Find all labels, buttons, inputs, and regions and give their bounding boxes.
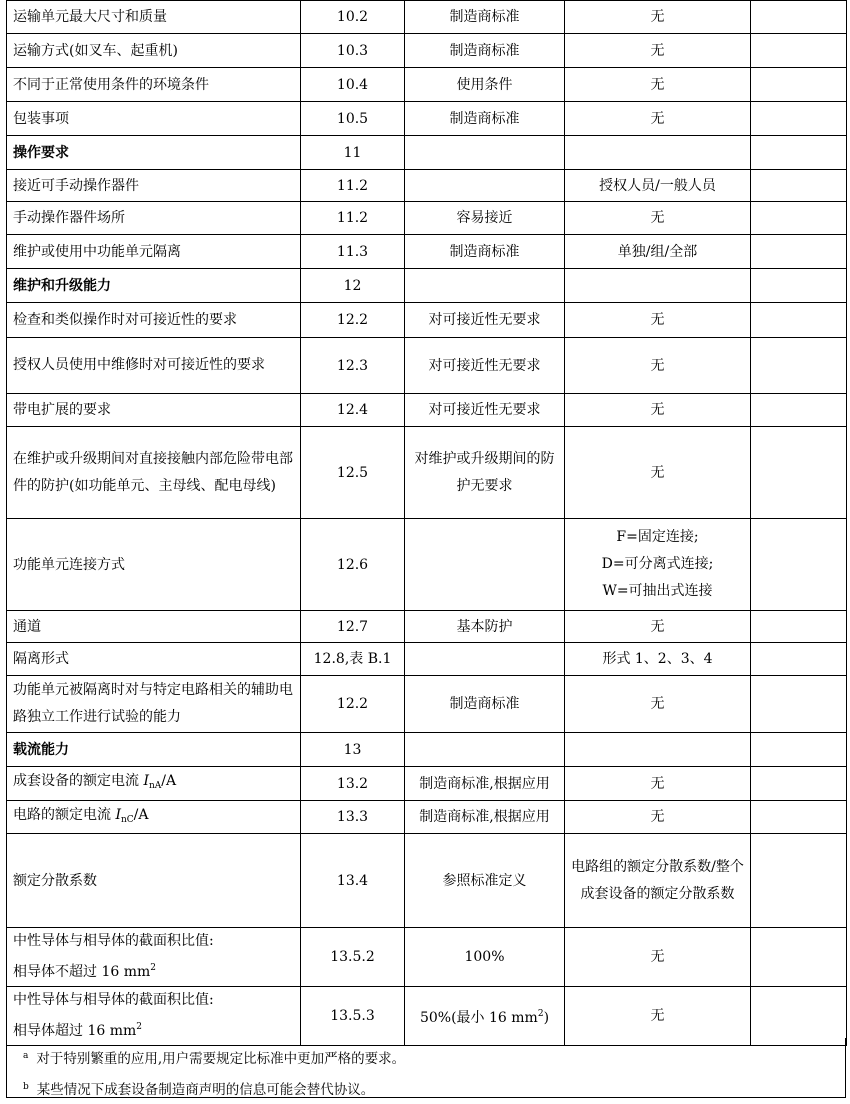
- section-heading: 载流能力: [7, 733, 301, 767]
- item-cell: 运输方式(如叉车、起重机): [7, 34, 301, 68]
- clause-cell: 12.4: [301, 394, 405, 427]
- options-cell: 形式 1、2、3、4: [565, 643, 751, 676]
- options-cell: 无: [565, 987, 751, 1046]
- table-row: [7, 338, 847, 394]
- footnote: [23, 1042, 845, 1073]
- item-line-text: 相导体超过 16 mm: [13, 1023, 137, 1039]
- item-cell: 手动操作器件场所: [7, 202, 301, 235]
- clause-cell: 13.2: [301, 767, 405, 801]
- current-subscript: nA: [148, 781, 162, 791]
- table-row: [7, 767, 847, 801]
- default-cell: 基本防护: [405, 611, 565, 643]
- item-cell: 隔离形式: [7, 643, 301, 676]
- default-tail: ): [543, 1010, 550, 1026]
- clause-cell: 12.8,表 B.1: [301, 643, 405, 676]
- table-row: [7, 676, 847, 733]
- options-cell: [565, 733, 751, 767]
- option-line: F=固定连接;: [616, 529, 699, 545]
- table-row: [7, 34, 847, 68]
- default-cell: 制造商标准: [405, 34, 565, 68]
- table-row: [7, 834, 847, 928]
- default-text: 50%(最小 16 mm: [419, 1010, 538, 1026]
- options-cell: 无: [565, 928, 751, 987]
- options-cell: 无: [565, 676, 751, 733]
- default-cell: 制造商标准: [405, 235, 565, 269]
- footnote-text: 某些情况下成套设备制造商声明的信息可能会替代协议。: [36, 1082, 375, 1098]
- default-cell: 制造商标准: [405, 102, 565, 136]
- table-row: [7, 1, 847, 34]
- clause-cell: 12.6: [301, 519, 405, 611]
- current-subscript: nC: [120, 814, 134, 825]
- user-cell: [751, 1, 847, 34]
- options-cell: 无: [565, 767, 751, 801]
- options-cell: 无: [565, 68, 751, 102]
- footnote-text: 对于特别繁重的应用,用户需要规定比标准中更加严格的要求。: [36, 1051, 406, 1067]
- options-cell: 电路组的额定分散系数/整个成套设备的额定分散系数: [565, 834, 751, 928]
- option-line: D=可分离式连接;: [601, 556, 714, 572]
- options-cell: 无: [565, 1, 751, 34]
- default-cell: 制造商标准: [405, 676, 565, 733]
- user-cell: [751, 269, 847, 303]
- user-cell: [751, 303, 847, 338]
- section-row: [7, 733, 847, 767]
- table-row: [7, 170, 847, 202]
- item-cell: 维护或使用中功能单元隔离: [7, 235, 301, 269]
- clause-cell: 13.5.2: [301, 928, 405, 987]
- options-cell: 无: [565, 427, 751, 519]
- item-cell: 包装事项: [7, 102, 301, 136]
- section-row: [7, 269, 847, 303]
- user-cell: [751, 733, 847, 767]
- default-cell: 对可接近性无要求: [405, 303, 565, 338]
- clause-cell: 12.2: [301, 303, 405, 338]
- default-cell: 对维护或升级期间的防护无要求: [405, 427, 565, 519]
- requirements-table: [6, 0, 847, 1046]
- item-line-text: 相导体不超过 16 mm: [13, 964, 151, 980]
- unit-text: /A: [161, 773, 177, 789]
- clause-cell: 13.3: [301, 801, 405, 834]
- item-text: 电路的额定电流: [13, 806, 116, 823]
- user-cell: [751, 611, 847, 643]
- options-cell: 无: [565, 338, 751, 394]
- clause-cell: 11.2: [301, 202, 405, 235]
- item-cell: 在维护或升级期间对直接接触内部危险带电部件的防护(如功能单元、主母线、配电母线): [7, 427, 301, 519]
- item-cell: [7, 928, 301, 987]
- item-line: [13, 955, 294, 986]
- options-cell: 无: [565, 303, 751, 338]
- footnote-mark: b: [23, 1082, 29, 1092]
- clause-cell: 13: [301, 733, 405, 767]
- clause-cell: 12: [301, 269, 405, 303]
- superscript: 2: [136, 1022, 142, 1032]
- item-cell: 功能单元被隔离时对与特定电路相关的辅助电路独立工作进行试验的能力: [7, 676, 301, 733]
- item-cell: 运输单元最大尺寸和质量: [7, 1, 301, 34]
- options-cell: 无: [565, 102, 751, 136]
- options-cell: 授权人员/一般人员: [565, 170, 751, 202]
- clause-cell: 13.4: [301, 834, 405, 928]
- default-cell: 制造商标准: [405, 1, 565, 34]
- default-cell: 100%: [405, 928, 565, 987]
- options-cell: 单独/组/全部: [565, 235, 751, 269]
- clause-cell: 10.4: [301, 68, 405, 102]
- user-cell: [751, 102, 847, 136]
- user-cell: [751, 928, 847, 987]
- item-line: 中性导体与相导体的截面积比值:: [13, 933, 214, 949]
- unit-text: /A: [133, 806, 149, 823]
- item-cell: 检查和类似操作时对可接近性的要求: [7, 303, 301, 338]
- section-row: [7, 136, 847, 170]
- clause-cell: 10.5: [301, 102, 405, 136]
- options-cell: [565, 269, 751, 303]
- default-cell: [405, 519, 565, 611]
- user-cell: [751, 427, 847, 519]
- item-cell: [7, 801, 301, 834]
- table-row: [7, 235, 847, 269]
- default-cell: 使用条件: [405, 68, 565, 102]
- user-cell: [751, 34, 847, 68]
- clause-cell: 12.2: [301, 676, 405, 733]
- table-row: [7, 394, 847, 427]
- default-cell: [405, 136, 565, 170]
- default-cell: [405, 269, 565, 303]
- user-cell: [751, 338, 847, 394]
- table-row: [7, 987, 847, 1046]
- user-cell: [751, 767, 847, 801]
- user-cell: [751, 394, 847, 427]
- user-cell: [751, 643, 847, 676]
- footnotes: [6, 1038, 846, 1098]
- table-row: [7, 202, 847, 235]
- section-heading: 操作要求: [7, 136, 301, 170]
- superscript: 2: [537, 1009, 544, 1019]
- table-row: [7, 303, 847, 338]
- table-row: [7, 928, 847, 987]
- item-cell: 功能单元连接方式: [7, 519, 301, 611]
- options-cell: [565, 519, 751, 611]
- item-line: 中性导体与相导体的截面积比值:: [13, 992, 214, 1008]
- options-cell: 无: [565, 801, 751, 834]
- options-cell: 无: [565, 34, 751, 68]
- table-row: [7, 801, 847, 834]
- default-cell: [405, 987, 565, 1046]
- default-cell: 对可接近性无要求: [405, 338, 565, 394]
- clause-cell: 11.3: [301, 235, 405, 269]
- clause-cell: 10.2: [301, 1, 405, 34]
- table-row: [7, 68, 847, 102]
- table-row: [7, 427, 847, 519]
- user-cell: [751, 170, 847, 202]
- default-cell: [405, 643, 565, 676]
- options-cell: 无: [565, 611, 751, 643]
- item-cell: 授权人员使用中维修时对可接近性的要求: [7, 338, 301, 394]
- current-symbol: I: [115, 806, 121, 823]
- user-cell: [751, 519, 847, 611]
- clause-cell: 11: [301, 136, 405, 170]
- options-cell: [565, 136, 751, 170]
- clause-cell: 12.5: [301, 427, 405, 519]
- user-cell: [751, 676, 847, 733]
- section-heading: 维护和升级能力: [7, 269, 301, 303]
- item-cell: 带电扩展的要求: [7, 394, 301, 427]
- default-cell: 对可接近性无要求: [405, 394, 565, 427]
- table-row: [7, 611, 847, 643]
- item-cell: 接近可手动操作器件: [7, 170, 301, 202]
- footnote: [23, 1073, 845, 1104]
- item-cell: 通道: [7, 611, 301, 643]
- user-cell: [751, 136, 847, 170]
- table-row: [7, 643, 847, 676]
- clause-cell: 10.3: [301, 34, 405, 68]
- option-line: W=可抽出式连接: [602, 583, 713, 599]
- table-row: [7, 519, 847, 611]
- item-cell: 不同于正常使用条件的环境条件: [7, 68, 301, 102]
- user-cell: [751, 68, 847, 102]
- default-cell: [405, 733, 565, 767]
- user-cell: [751, 987, 847, 1046]
- superscript: 2: [150, 963, 156, 973]
- default-cell: 制造商标准,根据应用: [405, 801, 565, 834]
- user-cell: [751, 834, 847, 928]
- item-cell: [7, 767, 301, 801]
- table-row: [7, 102, 847, 136]
- clause-cell: 11.2: [301, 170, 405, 202]
- user-cell: [751, 801, 847, 834]
- item-text: 成套设备的额定电流: [13, 773, 144, 789]
- item-cell: [7, 987, 301, 1046]
- default-cell: 容易接近: [405, 202, 565, 235]
- user-cell: [751, 202, 847, 235]
- clause-cell: 13.5.3: [301, 987, 405, 1046]
- clause-cell: 12.3: [301, 338, 405, 394]
- default-cell: 参照标准定义: [405, 834, 565, 928]
- user-cell: [751, 235, 847, 269]
- default-cell: 制造商标准,根据应用: [405, 767, 565, 801]
- footnote-mark: a: [23, 1051, 29, 1061]
- options-cell: 无: [565, 202, 751, 235]
- default-cell: [405, 170, 565, 202]
- item-cell: 额定分散系数: [7, 834, 301, 928]
- clause-cell: 12.7: [301, 611, 405, 643]
- options-cell: 无: [565, 394, 751, 427]
- current-symbol: I: [143, 773, 149, 789]
